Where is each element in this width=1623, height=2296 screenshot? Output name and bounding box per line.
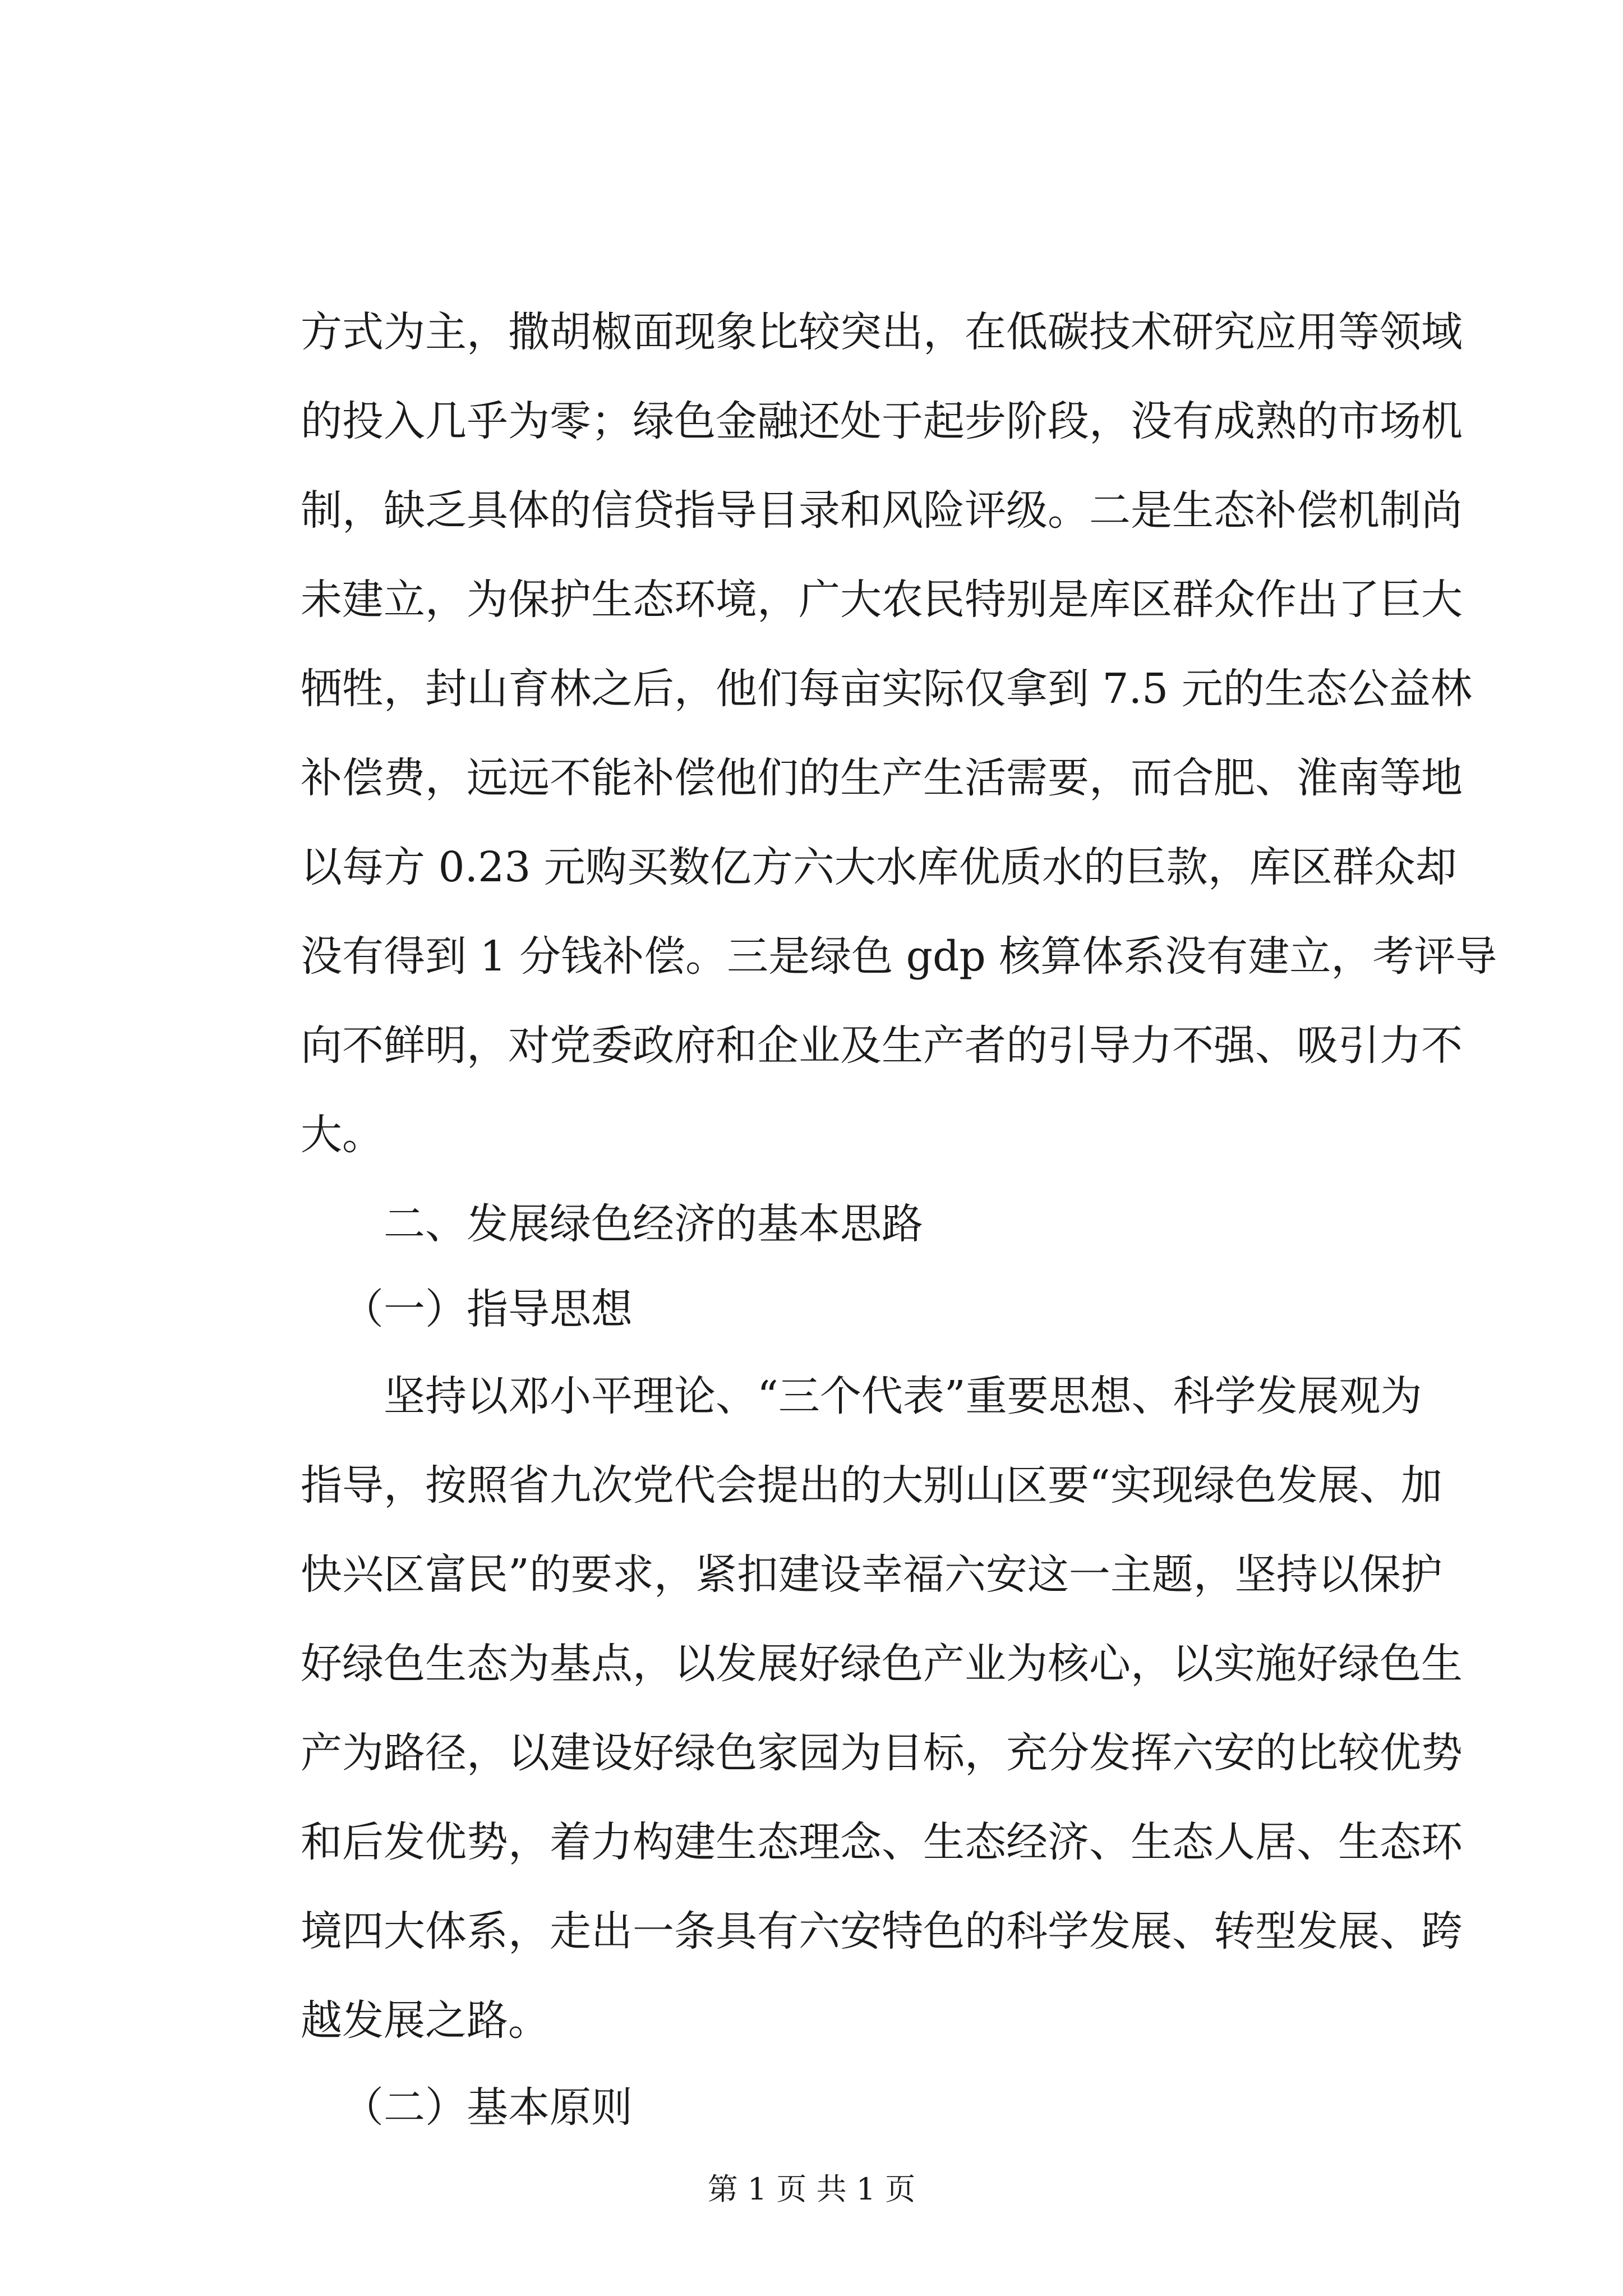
paragraph-line: 境四大体系，走出一条具有六安特色的科学发展、转型发展、跨	[301, 1907, 1463, 1955]
section-heading: 二、发展绿色经济的基本思路	[384, 1200, 923, 1248]
paragraph-line: 没有得到 1 分钱补偿。三是绿色 gdp 核算体系没有建立，考评导	[301, 932, 1497, 981]
paragraph-line: 向不鲜明，对党委政府和企业及生产者的引导力不强、吸引力不	[301, 1022, 1463, 1070]
paragraph-line: 未建立，为保护生态环境，广大农民特别是库区群众作出了巨大	[301, 576, 1463, 624]
paragraph-line: 以每方 0.23 元购买数亿方六大水库优质水的巨款，库区群众却	[301, 843, 1457, 891]
paragraph-line: 坚持以邓小平理论、“三个代表”重要思想、科学发展观为	[384, 1372, 1422, 1420]
paragraph-line: 和后发优势，着力构建生态理念、生态经济、生态人居、生态环	[301, 1818, 1463, 1866]
paragraph-line: 产为路径，以建设好绿色家园为目标，充分发挥六安的比较优势	[301, 1729, 1463, 1777]
paragraph-line: 牺牲，封山育林之后，他们每亩实际仅拿到 7.5 元的生态公益林	[301, 665, 1472, 713]
subheading-guiding-ideology: （一）指导思想	[342, 1285, 633, 1333]
paragraph-line: 的投入几乎为零；绿色金融还处于起步阶段，没有成熟的市场机	[301, 397, 1463, 445]
paragraph-line: 方式为主，撒胡椒面现象比较突出，在低碳技术研究应用等领域	[301, 308, 1463, 356]
subheading-basic-principles: （二）基本原则	[342, 2083, 633, 2132]
paragraph-line: 指导，按照省九次党代会提出的大别山区要“实现绿色发展、加	[301, 1461, 1442, 1510]
paragraph-line: 好绿色生态为基点，以发展好绿色产业为核心，以实施好绿色生	[301, 1640, 1463, 1688]
paragraph-line: 越发展之路。	[301, 1996, 550, 2045]
page-footer: 第 1 页 共 1 页	[707, 2171, 916, 2207]
paragraph-line: 制，缺乏具体的信贷指导目录和风险评级。二是生态补偿机制尚	[301, 486, 1463, 535]
paragraph-line: 快兴区富民”的要求，紧扣建设幸福六安这一主题，坚持以保护	[301, 1550, 1442, 1599]
paragraph-line: 大。	[301, 1111, 384, 1159]
paragraph-line: 补偿费，远远不能补偿他们的生产生活需要，而合肥、淮南等地	[301, 754, 1463, 802]
